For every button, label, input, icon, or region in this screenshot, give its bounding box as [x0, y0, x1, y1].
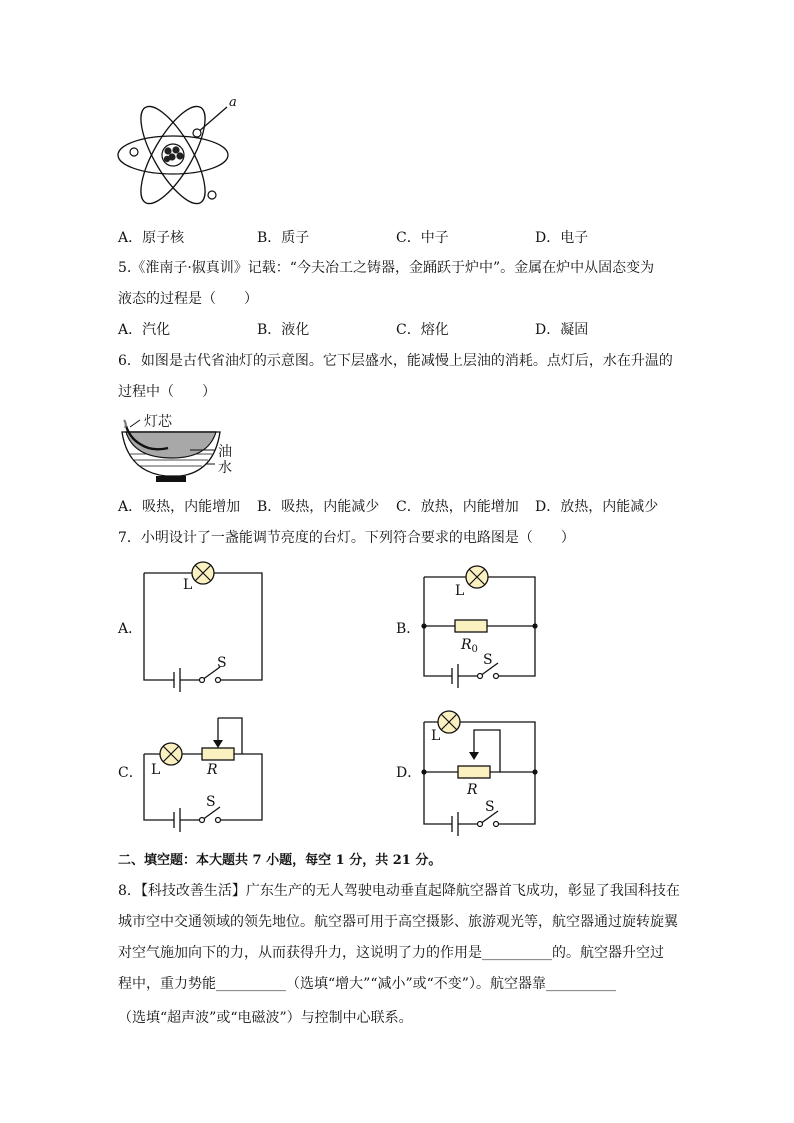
circuit-c — [140, 708, 270, 838]
q7-option-d[interactable]: D． — [396, 765, 422, 781]
q6-option-d[interactable]: D．放热，内能减少 — [535, 499, 659, 515]
q7-option-a[interactable]: A． — [118, 621, 143, 637]
circuit-b-label-switch: S — [483, 652, 493, 668]
q5-stem-line2: 液态的过程是（ ） — [118, 291, 258, 307]
q7-stem: 7．小明设计了一盏能调节亮度的台灯。下列符合要求的电路图是（ ） — [118, 530, 575, 546]
q5-option-c[interactable]: C．熔化 — [396, 322, 449, 338]
q6-option-b[interactable]: B．吸热，内能减少 — [257, 499, 380, 515]
q5-option-d[interactable]: D．凝固 — [535, 322, 589, 338]
q6-stem-line2: 过程中（ ） — [118, 384, 216, 400]
q8-stem-line3: 对空气施加向下的力，从而获得升力，这说明了力的作用是__________的。航空器升空过 — [118, 945, 664, 961]
circuit-c-label-switch: S — [206, 794, 216, 810]
q8-stem-line4: 程中，重力势能__________（选填“增大”“减小”或“不变”）。航空器靠__________ — [118, 976, 616, 992]
lamp-label-water: 水 — [218, 460, 232, 476]
circuit-b — [418, 562, 548, 692]
circuit-c-label-lamp: L — [151, 762, 161, 778]
q8-stem-line5: （选填“超声波”或“电磁波”）与控制中心联系。 — [118, 1010, 413, 1026]
q4-option-b[interactable]: B．质子 — [257, 230, 310, 246]
oil-lamp-figure — [118, 410, 258, 490]
circuit-b-label-lamp: L — [455, 583, 465, 599]
circuit-d-label-switch: S — [485, 799, 495, 815]
q7-option-c[interactable]: C． — [118, 765, 143, 781]
circuit-b-label-resistor: $R_0$ — [461, 637, 478, 655]
lamp-label-oil: 油 — [218, 444, 232, 460]
q4-option-c[interactable]: C．中子 — [396, 230, 449, 246]
q5-stem-line1: 5.《淮南子·俶真训》记载：“今夫冶工之铸器，金踊跃于炉中”。金属在炉中从固态变为 — [118, 260, 655, 276]
circuit-d-label-lamp: L — [431, 728, 441, 744]
q4-option-d[interactable]: D．电子 — [535, 230, 589, 246]
atom-figure — [115, 93, 255, 208]
circuit-a — [140, 558, 270, 698]
lamp-label-wick: 灯芯 — [144, 414, 172, 430]
circuit-d-label-resistor: R — [467, 782, 478, 798]
atom-label-a: a — [229, 95, 237, 110]
circuit-a-label-switch: S — [217, 655, 227, 671]
circuit-c-label-resistor: R — [207, 762, 218, 778]
q6-option-c[interactable]: C．放热，内能增加 — [396, 499, 519, 515]
q5-option-b[interactable]: B．液化 — [257, 322, 310, 338]
q6-stem-line1: 6．如图是古代省油灯的示意图。它下层盛水，能减慢上层油的消耗。点灯后，水在升温的 — [118, 353, 673, 369]
q6-option-a[interactable]: A．吸热，内能增加 — [118, 499, 241, 515]
circuit-d — [418, 704, 548, 834]
q7-option-b[interactable]: B． — [396, 621, 421, 637]
q8-stem-line2: 城市空中交通领域的领先地位。航空器可用于高空摄影、旅游观光等，航空器通过旋转旋翼 — [118, 914, 678, 930]
q5-option-a[interactable]: A．汽化 — [118, 322, 171, 338]
q4-option-a[interactable]: A．原子核 — [118, 230, 185, 246]
circuit-a-label-lamp: L — [183, 577, 193, 593]
section-heading: 二、填空题：本大题共 7 小题，每空 1 分，共 21 分。 — [118, 853, 442, 868]
q8-stem-line1: 8．【科技改善生活】广东生产的无人驾驶电动垂直起降航空器首飞成功，彰显了我国科技在 — [118, 883, 680, 899]
